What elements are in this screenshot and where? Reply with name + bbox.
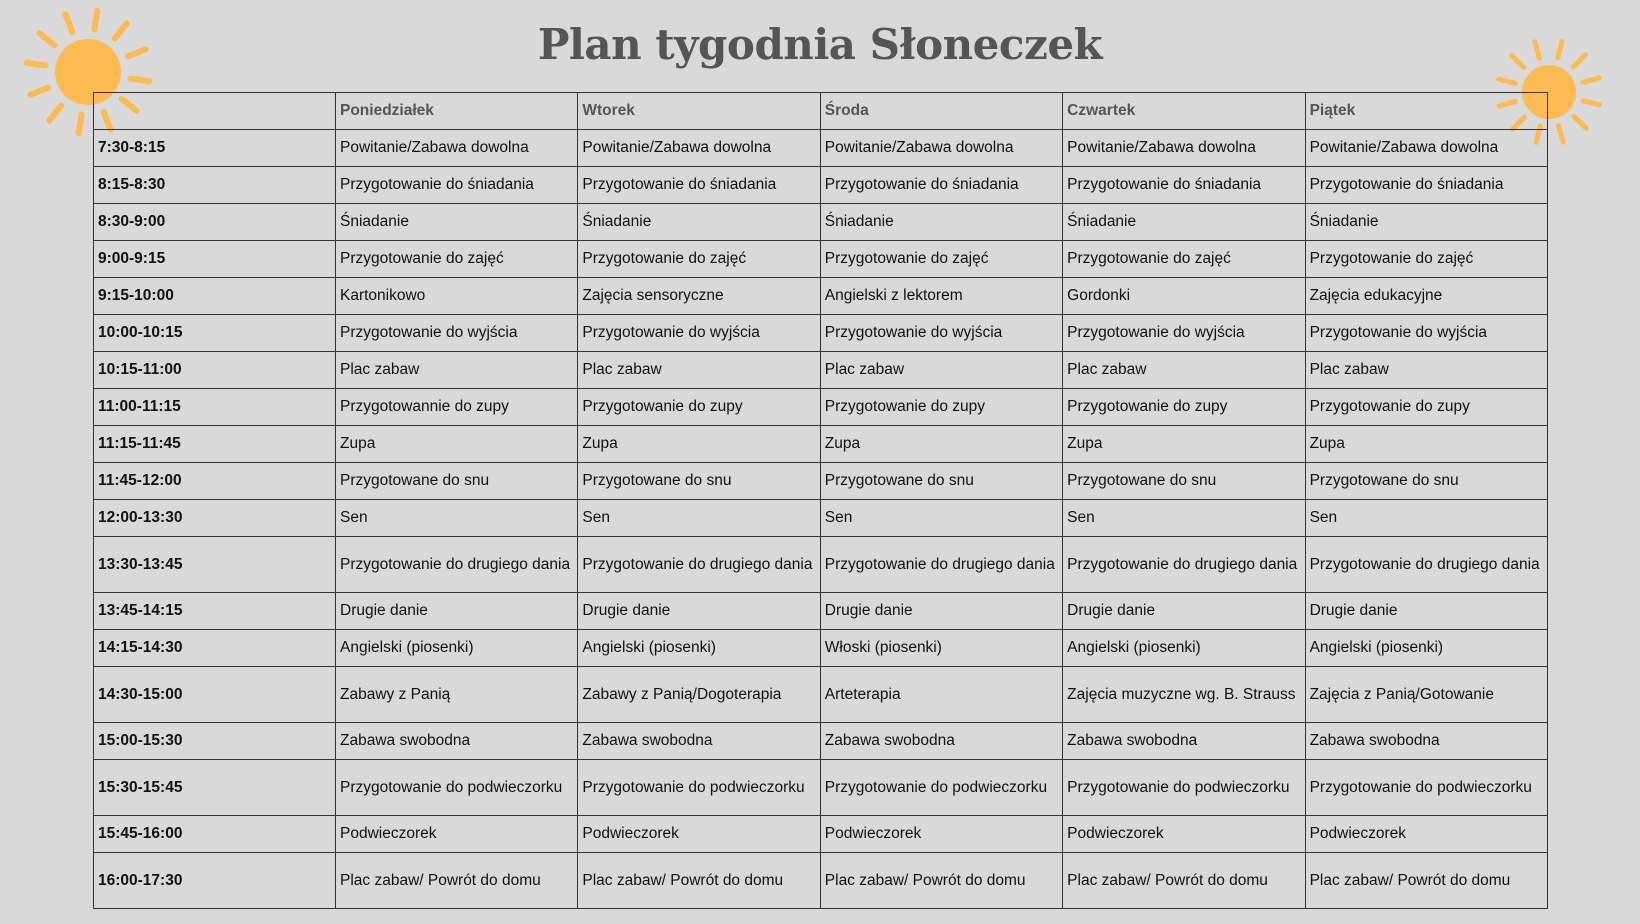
activity-cell: Powitanie/Zabawa dowolna [578,130,820,167]
activity-cell: Przygotowanie do zupy [1063,389,1305,426]
table-row [94,389,1548,426]
time-cell: 11:00-11:15 [94,389,336,426]
time-cell: 9:00-9:15 [94,241,336,278]
activity-cell: Przygotowanie do wyjścia [1063,315,1305,352]
activity-cell: Zajęcia muzyczne wg. B. Strauss [1063,667,1305,723]
activity-cell: Przygotowanie do śniadania [820,167,1062,204]
activity-cell: Powitanie/Zabawa dowolna [820,130,1062,167]
activity-cell: Sen [578,500,820,537]
table-row [94,130,1548,167]
activity-cell: Przygotowanie do drugiego dania [336,537,578,593]
table-row [94,500,1548,537]
table-row [94,760,1548,816]
activity-cell: Plac zabaw/ Powrót do domu [1305,853,1547,909]
header-cell-time [94,93,336,130]
activity-cell: Przygotowanie do wyjścia [1305,315,1547,352]
activity-cell: Powitanie/Zabawa dowolna [336,130,578,167]
activity-cell: Śniadanie [336,204,578,241]
activity-cell: Zabawy z Panią/Dogoterapia [578,667,820,723]
table-row [94,630,1548,667]
time-cell: 14:30-15:00 [94,667,336,723]
table-row [94,537,1548,593]
activity-cell: Sen [1063,500,1305,537]
activity-cell: Sen [336,500,578,537]
header-cell-tuesday: Wtorek [578,93,820,130]
time-cell: 14:15-14:30 [94,630,336,667]
activity-cell: Przygotowane do snu [1305,463,1547,500]
activity-cell: Zupa [336,426,578,463]
activity-cell: Przygotowanie do podwieczorku [1063,760,1305,816]
activity-cell: Drugie danie [578,593,820,630]
activity-cell: Sen [1305,500,1547,537]
time-cell: 7:30-8:15 [94,130,336,167]
time-cell: 8:15-8:30 [94,167,336,204]
activity-cell: Angielski (piosenki) [336,630,578,667]
table-row [94,278,1548,315]
activity-cell: Przygotowanie do śniadania [1305,167,1547,204]
time-cell: 15:30-15:45 [94,760,336,816]
activity-cell: Przygotowanie do wyjścia [336,315,578,352]
activity-cell: Przygotowanie do zajęć [1305,241,1547,278]
activity-cell: Kartonikowo [336,278,578,315]
table-row [94,723,1548,760]
activity-cell: Przygotowanie do śniadania [1063,167,1305,204]
activity-cell: Zupa [1063,426,1305,463]
activity-cell: Przygotowanie do podwieczorku [1305,760,1547,816]
activity-cell: Przygotowanie do podwieczorku [336,760,578,816]
activity-cell: Arteterapia [820,667,1062,723]
activity-cell: Śniadanie [578,204,820,241]
activity-cell: Plac zabaw/ Powrót do domu [820,853,1062,909]
activity-cell: Plac zabaw [336,352,578,389]
activity-cell: Przygotowanie do drugiego dania [820,537,1062,593]
activity-cell: Powitanie/Zabawa dowolna [1305,130,1547,167]
activity-cell: Drugie danie [1305,593,1547,630]
table-row [94,593,1548,630]
activity-cell: Przygotowanie do śniadania [336,167,578,204]
activity-cell: Plac zabaw/ Powrót do domu [578,853,820,909]
activity-cell: Angielski (piosenki) [1305,630,1547,667]
activity-cell: Angielski (piosenki) [1063,630,1305,667]
activity-cell: Sen [820,500,1062,537]
table-row [94,241,1548,278]
time-cell: 13:30-13:45 [94,537,336,593]
page-title: Plan tygodnia Słoneczek [537,20,1103,69]
table-row [94,853,1548,909]
activity-cell: Śniadanie [1063,204,1305,241]
activity-cell: Przygotowanie do drugiego dania [578,537,820,593]
table-row [94,463,1548,500]
header-cell-monday: Poniedziałek [336,93,578,130]
table-row [94,352,1548,389]
activity-cell: Plac zabaw [820,352,1062,389]
header-cell-thursday: Czwartek [1063,93,1305,130]
time-cell: 13:45-14:15 [94,593,336,630]
activity-cell: Zupa [578,426,820,463]
activity-cell: Przygotowane do snu [336,463,578,500]
activity-cell: Zajęcia z Panią/Gotowanie [1305,667,1547,723]
time-cell: 9:15-10:00 [94,278,336,315]
table-row [94,816,1548,853]
activity-cell: Przygotowanie do podwieczorku [820,760,1062,816]
time-cell: 12:00-13:30 [94,500,336,537]
time-cell: 15:45-16:00 [94,816,336,853]
activity-cell: Angielski (piosenki) [578,630,820,667]
activity-cell: Drugie danie [820,593,1062,630]
activity-cell: Podwieczorek [336,816,578,853]
activity-cell: Plac zabaw/ Powrót do domu [336,853,578,909]
activity-cell: Przygotowanie do zupy [578,389,820,426]
time-cell: 11:45-12:00 [94,463,336,500]
activity-cell: Przygotowanie do podwieczorku [578,760,820,816]
time-cell: 10:00-10:15 [94,315,336,352]
activity-cell: Przygotowanie do zajęć [820,241,1062,278]
table-row [94,204,1548,241]
time-cell: 10:15-11:00 [94,352,336,389]
time-cell: 16:00-17:30 [94,853,336,909]
header-cell-friday: Piątek [1305,93,1547,130]
activity-cell: Plac zabaw [1063,352,1305,389]
activity-cell: Zabawa swobodna [578,723,820,760]
activity-cell: Zabawa swobodna [820,723,1062,760]
activity-cell: Przygotowanie do zajęć [578,241,820,278]
table-row [94,315,1548,352]
activity-cell: Podwieczorek [578,816,820,853]
activity-cell: Zupa [1305,426,1547,463]
time-cell: 8:30-9:00 [94,204,336,241]
activity-cell: Podwieczorek [820,816,1062,853]
activity-cell: Angielski z lektorem [820,278,1062,315]
activity-cell: Podwieczorek [1063,816,1305,853]
time-cell: 15:00-15:30 [94,723,336,760]
activity-cell: Przygotowane do snu [1063,463,1305,500]
activity-cell: Drugie danie [336,593,578,630]
activity-cell: Zabawa swobodna [1063,723,1305,760]
activity-cell: Przygotowane do snu [578,463,820,500]
activity-cell: Włoski (piosenki) [820,630,1062,667]
activity-cell: Śniadanie [820,204,1062,241]
activity-cell: Zupa [820,426,1062,463]
activity-cell: Gordonki [1063,278,1305,315]
activity-cell: Przygotowane do snu [820,463,1062,500]
activity-cell: Przygotowanie do drugiego dania [1305,537,1547,593]
activity-cell: Plac zabaw [1305,352,1547,389]
activity-cell: Zajęcia sensoryczne [578,278,820,315]
activity-cell: Plac zabaw [578,352,820,389]
time-cell: 11:15-11:45 [94,426,336,463]
activity-cell: Przygotowanie do śniadania [578,167,820,204]
activity-cell: Plac zabaw/ Powrót do domu [1063,853,1305,909]
activity-cell: Drugie danie [1063,593,1305,630]
table-row [94,167,1548,204]
schedule-table [93,92,1548,909]
activity-cell: Przygotowanie do zajęć [336,241,578,278]
activity-cell: Śniadanie [1305,204,1547,241]
activity-cell: Przygotowanie do drugiego dania [1063,537,1305,593]
header-row [94,93,1548,130]
activity-cell: Przygotowannie do zupy [336,389,578,426]
activity-cell: Przygotowanie do zupy [1305,389,1547,426]
table-row [94,426,1548,463]
activity-cell: Podwieczorek [1305,816,1547,853]
activity-cell: Zabawy z Panią [336,667,578,723]
activity-cell: Przygotowanie do zupy [820,389,1062,426]
header-cell-wednesday: Środa [820,93,1062,130]
activity-cell: Powitanie/Zabawa dowolna [1063,130,1305,167]
activity-cell: Zabawa swobodna [1305,723,1547,760]
activity-cell: Przygotowanie do wyjścia [820,315,1062,352]
activity-cell: Przygotowanie do wyjścia [578,315,820,352]
activity-cell: Zabawa swobodna [336,723,578,760]
activity-cell: Przygotowanie do zajęć [1063,241,1305,278]
activity-cell: Zajęcia edukacyjne [1305,278,1547,315]
table-row [94,667,1548,723]
